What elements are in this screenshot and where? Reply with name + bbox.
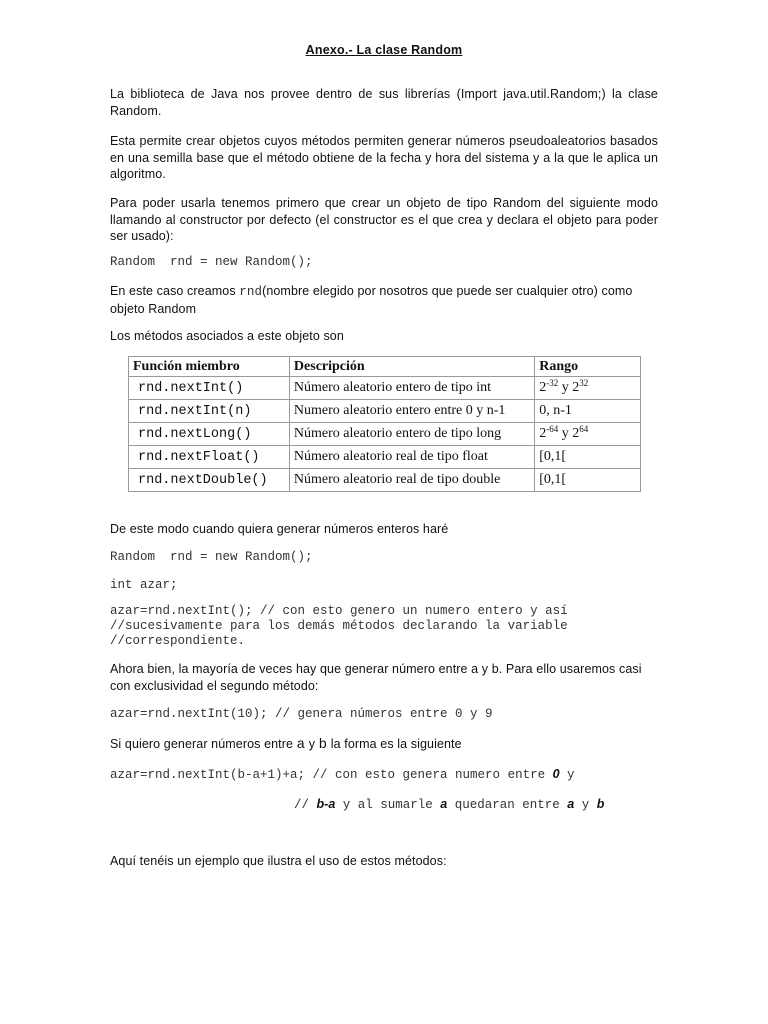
function-cell: rnd.nextDouble() [129,469,290,492]
paragraph-rnd-object [110,283,658,317]
range-exponent: 64 [579,424,589,434]
paragraph-range-explanation: Ahora bien, la mayoría de veces hay que generar número entre a y b. Para ello usaremos casi con exclusividad el segundo método: [110,662,642,693]
table-row [129,423,641,446]
table-header: Rango [535,357,641,377]
inline-code-a: a [296,737,306,753]
paragraph-constructor: Para poder usarla tenemos primero que crear un objeto de tipo Random del siguiente modo llamando al constructor por defecto (el constructor es el que crea y declara el objeto para poder ser usado): [110,196,658,243]
paragraph-methods-intro: Los métodos asociados a este objeto son [110,329,344,343]
function-cell: rnd.nextLong() [129,423,290,446]
text-segment: En este caso creamos [110,284,240,298]
table-header-row [129,357,641,377]
code-range-comment [294,797,768,813]
paragraph-generate-integers: De este modo cuando quiera generar números enteros haré [110,522,449,536]
code-segment: y al sumarle [335,798,441,812]
range-cell [535,423,641,446]
code-emphasis: b-a [316,797,336,811]
code-emphasis: 0 [552,767,560,781]
range-base: 2 [572,380,580,395]
text-segment: Si quiero generar números entre [110,737,297,751]
code-segment: y [574,798,597,812]
description-cell: Número aleatorio entero de tipo long [289,423,534,446]
paragraph-intro: La biblioteca de Java nos provee dentro de sus librerías (Import java.util.Random;) la clase Random. [110,87,658,118]
description-cell: Número aleatorio real de tipo double [289,469,534,492]
range-base: 2 [572,426,580,441]
code-emphasis: a [440,797,448,811]
code-segment: // [294,798,317,812]
function-cell: rnd.nextInt() [129,377,290,400]
range-separator: y [558,380,573,395]
table-row [129,400,641,423]
range-base: 2 [539,380,547,395]
code-segment: y [559,768,575,782]
code-nextint-10: azar=rnd.nextInt(10); // genera números entre 0 y 9 [110,707,493,721]
range-separator: y [558,426,573,441]
range-cell: 0, n-1 [535,400,641,423]
description-cell: Numero aleatorio entero entre 0 y n-1 [289,400,534,423]
paragraph-description: Esta permite crear objetos cuyos métodos permiten generar números pseudoaleatorios basados en una semilla base que el método obtiene de la fecha y hora del sistema y a la que le aplica un algoritmo. [110,134,658,181]
table-header: Descripción [289,357,534,377]
inline-code-b: b [318,737,328,753]
text-segment: la forma es la siguiente [327,737,462,751]
paragraph-example-intro: Aquí tenéis un ejemplo que ilustra el uso de estos métodos: [110,854,447,868]
code-segment: quedaran entre [447,798,568,812]
description-cell: Número aleatorio real de tipo float [289,446,534,469]
range-exponent: -64 [546,424,559,434]
range-cell: [0,1[ [535,446,641,469]
function-cell: rnd.nextInt(n) [129,400,290,423]
text-segment: y [305,737,319,751]
text-segment: (nombre elegido por nosotros que puede ser cualquier otro) como objeto Random [110,284,633,316]
range-exponent: 32 [579,378,589,388]
range-cell [535,377,641,400]
code-constructor-2: Random rnd = new Random(); [110,550,313,564]
code-emphasis: b [596,797,605,811]
code-constructor: Random rnd = new Random(); [110,255,313,269]
table-header: Función miembro [129,357,290,377]
code-segment: azar=rnd.nextInt(b-a+1)+a; // con esto genera numero entre [110,768,553,782]
inline-code-rnd: rnd [239,285,263,299]
code-nextint-example: azar=rnd.nextInt(); // con esto genero un numero entero y así //sucesivamente para los demás métodos declarando la variable //correspondiente. [110,604,568,648]
description-cell: Número aleatorio entero de tipo int [289,377,534,400]
table-row [129,446,641,469]
table-row [129,469,641,492]
code-emphasis: a [567,797,575,811]
function-cell: rnd.nextFloat() [129,446,290,469]
range-base: 2 [539,426,547,441]
page-title: Anexo.- La clase Random [305,43,463,57]
table-row [129,377,641,400]
methods-table [128,356,641,492]
paragraph-range-a-b [110,736,658,754]
code-declaration: int azar; [110,578,178,592]
range-cell: [0,1[ [535,469,641,492]
range-exponent: -32 [546,378,559,388]
code-range-formula [110,767,670,783]
